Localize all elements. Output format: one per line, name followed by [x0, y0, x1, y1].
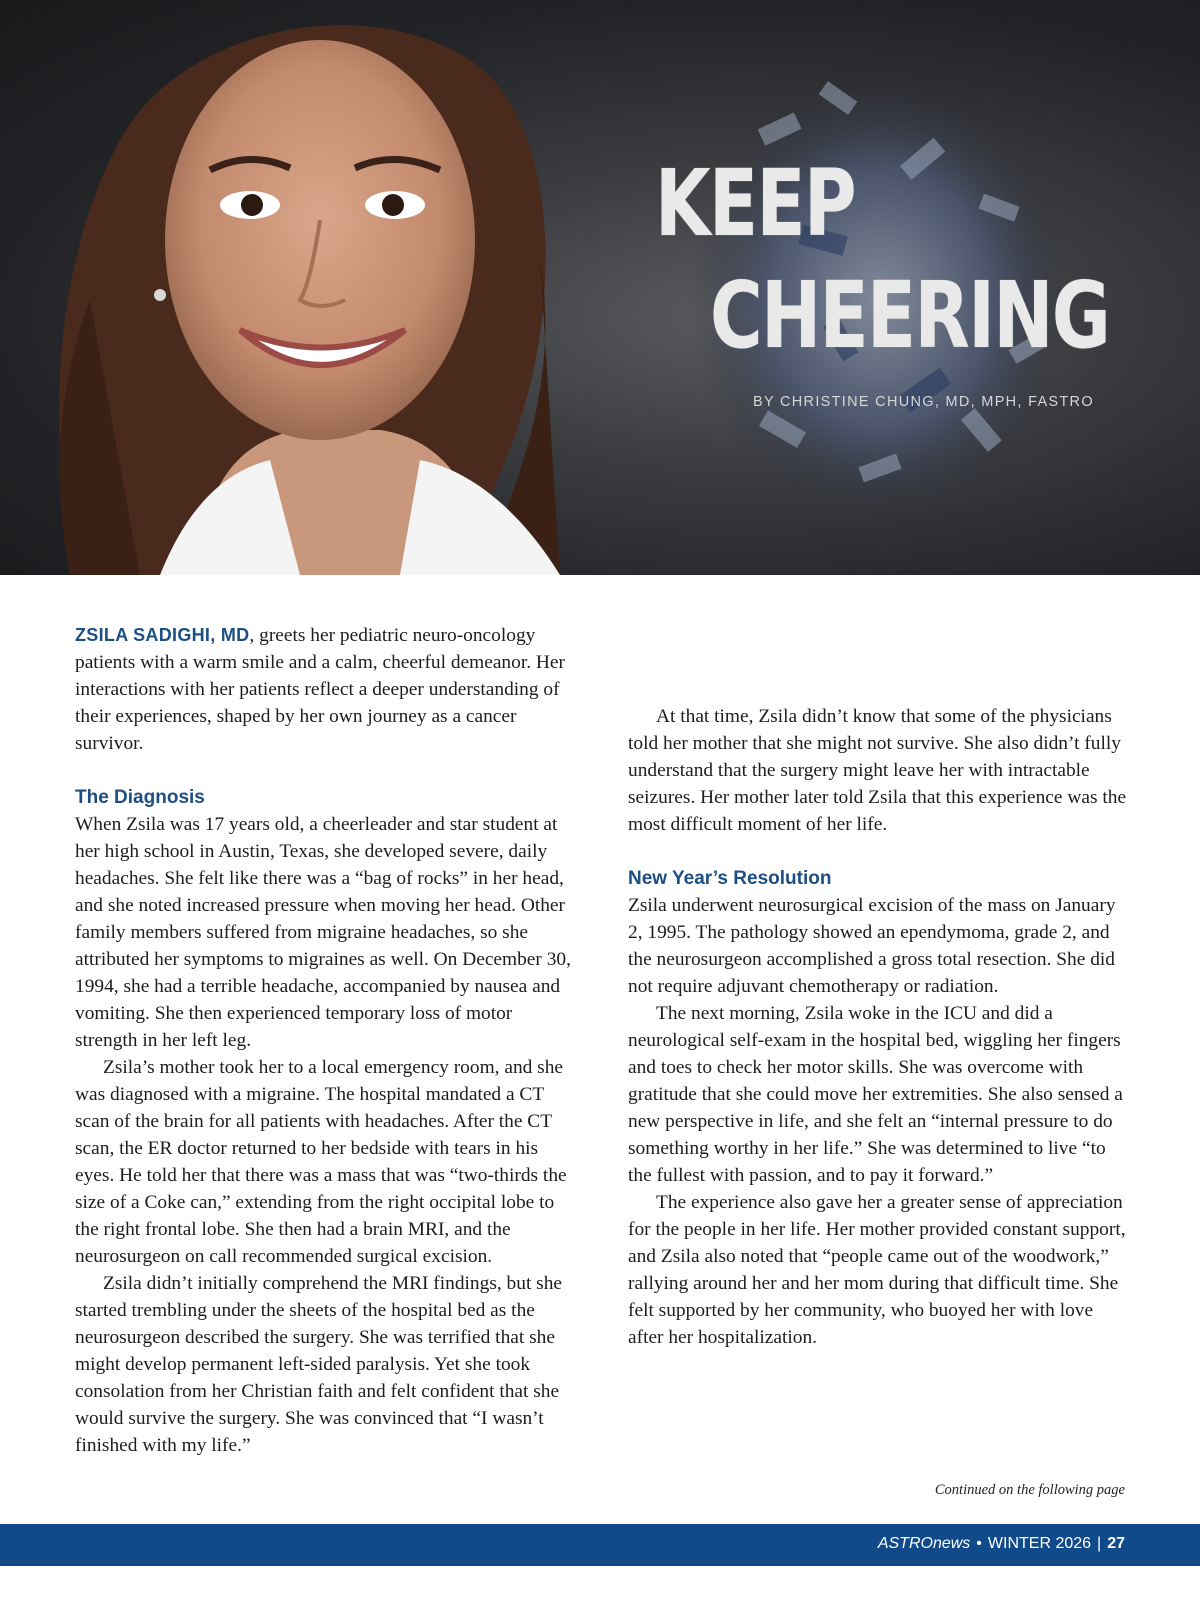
paragraph: Zsila’s mother took her to a local emergency room, and she was diagnosed with a migraine. The hospital mandated a CT scan of the brain for all patients with headaches. After the CT scan, the ER doctor returned to her bedside with tears in his eyes. He told her that there was a mass that was “two-thirds the size of a Coke can,” extending from the right occipital lobe to the right frontal lobe. She then had a brain MRI, and the neurosurgeon on call recommended surgical excision.	[75, 1057, 567, 1267]
headline-group	[0, 0, 1200, 575]
paragraph-text: Zsila didn’t initially comprehend the MRI findings, but she started trembling under the sheets of the hospital bed as the neurosurgeon described the surgery. She was terrified that she might develop permanent left-sided paralysis. Yet she took consolation from her Christian faith and felt confident that she would survive the surgery. She was convinced that “I wasn’t finished with my life.”	[75, 1273, 563, 1456]
hero-banner	[0, 0, 1200, 575]
paragraph: When Zsila was 17 years old, a cheerleader and star student at her high school in Austin, Texas, she developed severe, daily headaches. She felt like there was a “bag of rocks” in her head, and she noted increased pressure when moving her head. Other family members suffered from migraine headaches, so she attributed her symptoms to migraines as well. On December 30, 1994, she had a terrible headache, accompanied by nausea and vomiting. She then experienced temporary loss of motor strength in her left leg.	[75, 814, 571, 1051]
article-column-left	[75, 622, 575, 1456]
page-number: 27	[1107, 1535, 1125, 1552]
paragraph: The next morning, Zsila woke in the ICU and did a neurological self-exam in the hospital bed, wiggling her fingers and toes to check her motor skills. She was overcome with gratitude that she could move her extremities. She also sensed a new perspective in life, and she felt an “internal pressure to do something worthy in her life.” She was determined to live “to the fullest with passion, and to pay it forward.”	[628, 1003, 1123, 1186]
page-footer	[0, 1524, 1200, 1566]
paragraph: Zsila underwent neurosurgical excision of the mass on January 2, 1995. The pathology showed an ependymoma, grade 2, and the neurosurgeon accomplished a gross total resection. She did not require adjuvant chemotherapy or radiation.	[628, 895, 1116, 997]
lead-paragraph	[75, 622, 575, 757]
continued-note: Continued on the following page	[934, 1482, 1125, 1498]
lead-name: ZSILA SADIGHI, MD	[75, 625, 250, 645]
paragraph: The experience also gave her a greater sense of appreciation for the people in her life. Her mother provided constant support, and Zsila also noted that “people came out of the woodwork,” rallying around her and her mom during that difficult time. She felt supported by her community, who buoyed her with love after her hospitalization.	[628, 1192, 1126, 1348]
divider: |	[1097, 1535, 1102, 1552]
article-column-right	[628, 622, 1128, 1351]
section-heading-resolution: New Year’s Resolution	[628, 868, 832, 889]
lead-text: , greets her pediatric neuro-oncology patients with a warm smile and a calm, cheerful demeanor. Her interactions with her patients reflect a deeper understanding of their experiences, shaped by her own journey as a cancer survivor.	[75, 625, 565, 754]
footer-text	[878, 1535, 1125, 1553]
paragraph-continued	[75, 1270, 575, 1456]
bullet-separator: •	[976, 1535, 982, 1552]
magazine-name: ASTROnews	[877, 1535, 971, 1552]
paragraph: At that time, Zsila didn’t know that some of the physicians told her mother that she might not survive. She also didn’t fully understand that the surgery might leave her with intractable seizures. Her mother later told Zsila that this experience was the most difficult moment of her life.	[628, 706, 1127, 835]
issue-label: WINTER 2026	[987, 1535, 1092, 1552]
section-heading-diagnosis: The Diagnosis	[75, 787, 205, 808]
headline-line-2: CHEERING	[710, 262, 1110, 369]
byline: BY CHRISTINE CHUNG, MD, MPH, FASTRO	[753, 394, 1094, 410]
headline-line-1: KEEP	[655, 150, 856, 257]
